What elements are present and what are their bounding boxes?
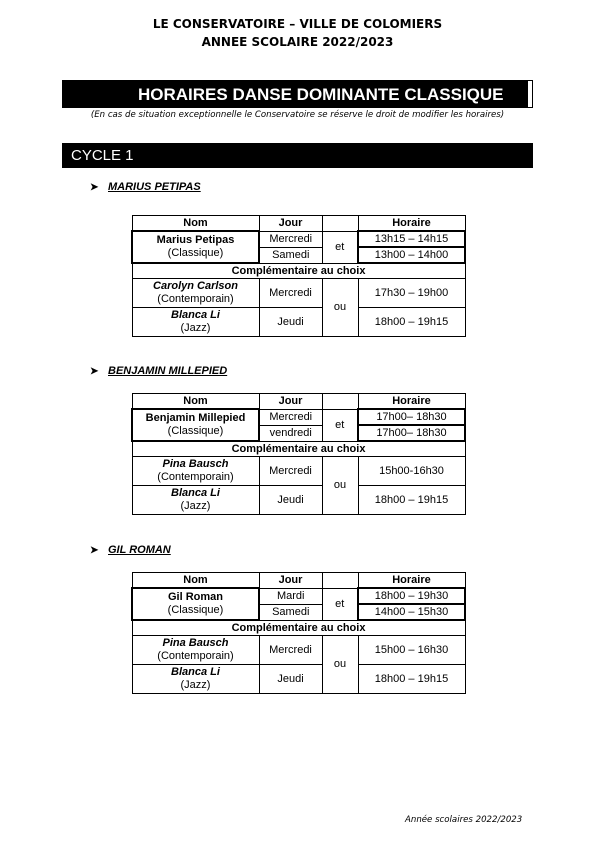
time-cell: 17h30 – 19h00 bbox=[358, 279, 465, 308]
table-header-row bbox=[132, 394, 465, 410]
col-blank bbox=[322, 216, 358, 232]
day-cell: Mardi bbox=[259, 588, 322, 604]
col-jour: Jour bbox=[259, 573, 322, 589]
time-cell: 14h00 – 15h30 bbox=[358, 604, 465, 620]
col-jour: Jour bbox=[259, 216, 322, 232]
conj-cell: ou bbox=[322, 279, 358, 337]
conj-cell: et bbox=[322, 409, 358, 441]
table-row bbox=[132, 263, 465, 279]
col-nom: Nom bbox=[132, 573, 259, 589]
complementary-label: Complémentaire au choix bbox=[132, 263, 465, 279]
time-cell: 17h00– 18h30 bbox=[358, 409, 465, 425]
comp-course-cell: Pina Bausch (Contemporain) bbox=[132, 636, 259, 665]
arrow-bullet-icon: ➤ bbox=[90, 182, 99, 193]
time-cell: 17h00– 18h30 bbox=[358, 425, 465, 441]
schedule-table bbox=[131, 393, 466, 515]
day-cell: Mercredi bbox=[259, 409, 322, 425]
time-cell: 15h00-16h30 bbox=[358, 457, 465, 486]
day-cell: Jeudi bbox=[259, 308, 322, 337]
table-row bbox=[132, 308, 465, 337]
table-row bbox=[132, 231, 465, 247]
arrow-bullet-icon: ➤ bbox=[90, 366, 99, 377]
col-nom: Nom bbox=[132, 394, 259, 410]
section-title: ➤ BENJAMIN MILLEPIED bbox=[90, 365, 228, 377]
conj-cell: ou bbox=[322, 457, 358, 515]
comp-course-cell: Blanca Li (Jazz) bbox=[132, 486, 259, 515]
table-row bbox=[132, 441, 465, 457]
day-cell: Samedi bbox=[259, 247, 322, 263]
day-cell: Samedi bbox=[259, 604, 322, 620]
main-course-cell: Marius Petipas (Classique) bbox=[132, 231, 259, 263]
cycle-label: CYCLE 1 bbox=[71, 147, 134, 164]
col-jour: Jour bbox=[259, 394, 322, 410]
day-cell: Mercredi bbox=[259, 457, 322, 486]
col-horaire: Horaire bbox=[358, 216, 465, 232]
time-cell: 13h15 – 14h15 bbox=[358, 231, 465, 247]
schedule-table bbox=[131, 572, 466, 694]
day-cell: Mercredi bbox=[259, 279, 322, 308]
main-course-cell: Gil Roman (Classique) bbox=[132, 588, 259, 620]
header-line-2: ANNEE SCOLAIRE 2022/2023 bbox=[201, 35, 394, 49]
footer-note: Année scolaires 2022/2023 bbox=[405, 815, 523, 825]
col-nom: Nom bbox=[132, 216, 259, 232]
section-title: ➤ MARIUS PETIPAS bbox=[90, 181, 201, 193]
table-header-row bbox=[132, 573, 465, 589]
cycle-bar bbox=[62, 143, 533, 168]
comp-course-cell: Pina Bausch (Contemporain) bbox=[132, 457, 259, 486]
table-row bbox=[132, 279, 465, 308]
col-blank bbox=[322, 394, 358, 410]
time-cell: 18h00 – 19h15 bbox=[358, 308, 465, 337]
page-title: HORAIRES DANSE DOMINANTE CLASSIQUE bbox=[138, 85, 504, 104]
arrow-bullet-icon: ➤ bbox=[90, 545, 99, 556]
time-cell: 13h00 – 14h00 bbox=[358, 247, 465, 263]
time-cell: 18h00 – 19h30 bbox=[358, 588, 465, 604]
section-title: ➤ GIL ROMAN bbox=[90, 544, 171, 556]
table-row bbox=[132, 620, 465, 636]
schedule-table bbox=[131, 215, 466, 337]
conj-cell: et bbox=[322, 231, 358, 263]
table-header-row bbox=[132, 216, 465, 232]
table-row bbox=[132, 409, 465, 425]
time-cell: 18h00 – 19h15 bbox=[358, 486, 465, 515]
table-row bbox=[132, 457, 465, 486]
table-row bbox=[132, 636, 465, 665]
day-cell: vendredi bbox=[259, 425, 322, 441]
table-row bbox=[132, 486, 465, 515]
title-bar-notch bbox=[528, 81, 532, 107]
comp-course-cell: Blanca Li (Jazz) bbox=[132, 308, 259, 337]
main-course-cell: Benjamin Millepied (Classique) bbox=[132, 409, 259, 441]
conj-cell: ou bbox=[322, 636, 358, 694]
table-row bbox=[132, 665, 465, 694]
comp-course-cell: Blanca Li (Jazz) bbox=[132, 665, 259, 694]
col-horaire: Horaire bbox=[358, 394, 465, 410]
day-cell: Mercredi bbox=[259, 231, 322, 247]
disclaimer: (En cas de situation exceptionnelle le Conservatoire se réserve le droit de modifier les horaires) bbox=[90, 110, 505, 120]
table-row bbox=[132, 588, 465, 604]
col-blank bbox=[322, 573, 358, 589]
conj-cell: et bbox=[322, 588, 358, 620]
day-cell: Mercredi bbox=[259, 636, 322, 665]
day-cell: Jeudi bbox=[259, 486, 322, 515]
header-line-1: LE CONSERVATOIRE – VILLE DE COLOMIERS bbox=[152, 17, 443, 31]
document-header bbox=[0, 15, 595, 51]
comp-course-cell: Carolyn Carlson (Contemporain) bbox=[132, 279, 259, 308]
complementary-label: Complémentaire au choix bbox=[132, 620, 465, 636]
day-cell: Jeudi bbox=[259, 665, 322, 694]
time-cell: 18h00 – 19h15 bbox=[358, 665, 465, 694]
complementary-label: Complémentaire au choix bbox=[132, 441, 465, 457]
time-cell: 15h00 – 16h30 bbox=[358, 636, 465, 665]
title-bar bbox=[62, 80, 533, 108]
col-horaire: Horaire bbox=[358, 573, 465, 589]
